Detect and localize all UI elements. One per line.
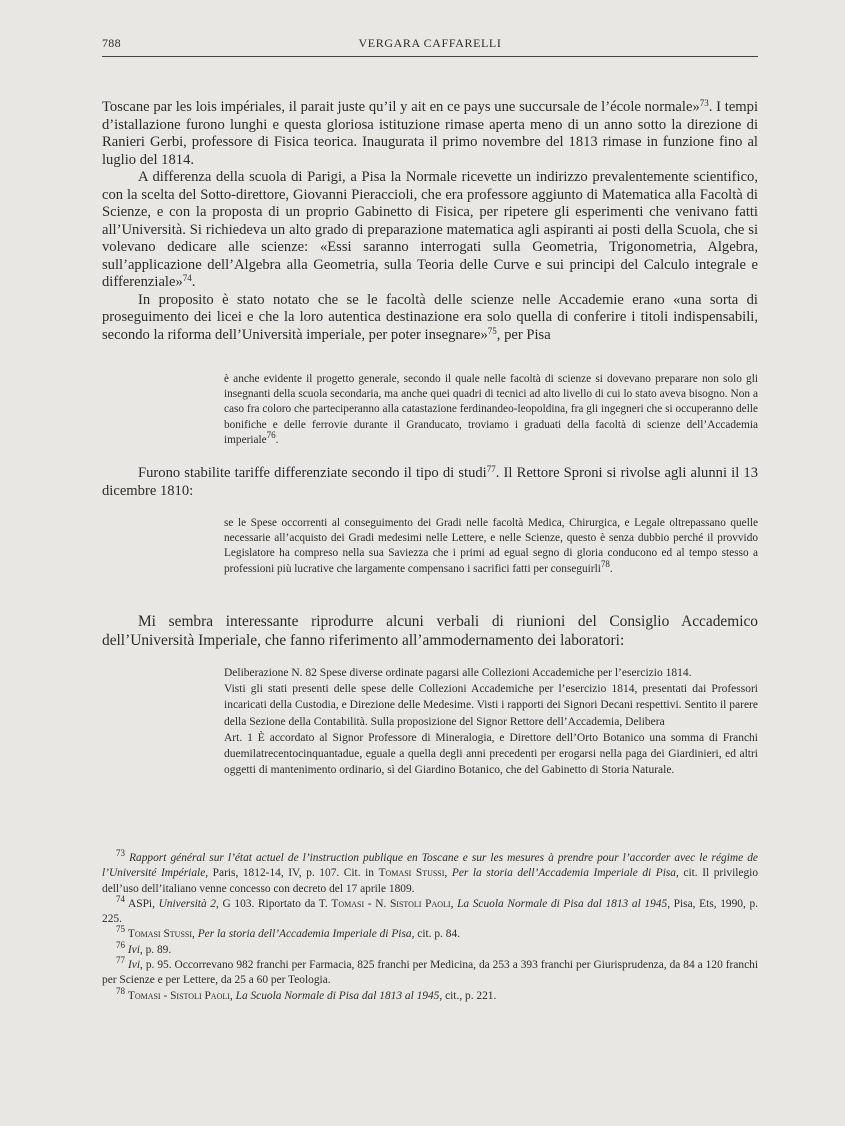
paragraph-3 <box>102 292 758 345</box>
footnote-author: Sistoli Paoli <box>389 897 451 910</box>
block-quote-1 <box>224 372 758 448</box>
footnote-text: , cit., p. 221. <box>439 989 497 1002</box>
footnote-text: - N. <box>364 897 390 910</box>
footnote-ref: 74 <box>182 273 192 283</box>
footnote-text: , G 103. Riportato da T. <box>216 897 332 910</box>
page-number: 788 <box>102 36 121 50</box>
footnote-title: Rapport général sur l’état actuel de l’instruction publique en Toscane e sur les mesures à prendre pour l’accorder avec le régime de l’Université Impériale <box>102 852 758 880</box>
footnote-title: Ivi <box>127 959 140 972</box>
header-rule <box>102 56 758 57</box>
footnote-text: , <box>450 897 458 910</box>
footnote-title: Ivi <box>127 943 140 956</box>
quote-text <box>224 516 758 577</box>
quote-body: è anche evidente il progetto generale, secondo il quale nelle facoltà di scienze si dovevano preparare non solo gli insegnanti della scuola secondaria, ma anche quei quadri di tecnici ad alto livello di cui lo stato aveva bisogno. Non a caso fra coloro che parteciperanno alla catastazione ferdinandeo-leopoldina, fra gli ingegneri che si occuperanno delle bonifiche e delle ferrovie durante il Granducato, troviamo i graduati della facoltà di scienze dell’Accademia imperiale <box>224 373 758 446</box>
footnote-number: 76 <box>116 939 125 950</box>
footnote-author: Tomasi - Sistoli Paoli <box>127 989 230 1002</box>
deliberation-text: Visti gli stati presenti delle spese delle Collezioni Accademiche per l’esercizio 1814, presentati dai Professori incaricati della Custodia, e Direzione delle Medesime. Visti i rapporti dei Signori Decani respettivi. Sentito il parere della Sezione della Contabilità. Sulla proposizione del Signor Rettore dell’Accademia, Delibera <box>224 683 758 728</box>
footnote-number: 78 <box>116 985 125 996</box>
footnote-title: Università 2 <box>158 897 217 910</box>
footnote-number: 75 <box>116 924 125 935</box>
footnote-text: , p. 89. <box>139 943 172 956</box>
footnote-text: , <box>229 989 236 1002</box>
footnote-ref: 75 <box>487 325 497 336</box>
paragraph-text: , per Pisa <box>496 326 551 343</box>
page-header <box>102 36 758 56</box>
footnote-76 <box>102 939 758 958</box>
paragraph-text: Toscane par les lois impériales, il parait juste qu’il y ait en ce pays une succursale de l’école normale» <box>102 99 700 115</box>
footnote-text: , Paris, 1812-14, IV, p. 107. Cit. in <box>205 867 379 880</box>
footnote-75 <box>102 924 758 942</box>
deliberation-title: Deliberazione N. 82 Spese diverse ordinate pagarsi alle Collezioni Accademiche per l’esercizio 1814. <box>224 667 692 679</box>
footnote-73 <box>102 848 759 897</box>
paragraph-4 <box>102 465 758 500</box>
footnote-ref: 77 <box>486 464 496 474</box>
footnote-ref: 78 <box>600 558 610 569</box>
footnote-title: La Scuola Normale di Pisa dal 1813 al 1945 <box>457 897 668 910</box>
paragraph-text: . <box>191 274 196 290</box>
paragraph-text: A differenza della scuola di Parigi, a Pisa la Normale ricevette un indirizzo prevalentemente scientifico, con la scelta del Sotto-direttore, Giovanni Pieraccioli, che era professore aggiunto di Matematica alla Facoltà di Scienze, e con la proposta di un proprio Gabinetto di Fisica, per ripetere gli esperimenti che venivano fatti all’Università. Si richiedeva un alto grado di preparazione matematica agli aspiranti ai posti della Scuola, che si volevano dedicare alle scienze: «Essi saranno interrogati sulla Geometria, Trigonometria, Algebra, sull’applicazione dell’Algebra alla Geometria, sulla Teoria delle Curve e sui principi del Calculo integrale e differenziale» <box>102 169 758 290</box>
footnote-text: , Pisa, Ets, 1990, p. 225. <box>102 897 759 926</box>
quote-body: . <box>275 433 279 446</box>
quote-body: se le Spese occorrenti al conseguimento dei Gradi nelle facoltà Medica, Chirurgica, e Legale oltrepassano quelle necessarie all’acquisto dei Gradi medesimi nelle Lettere, e nelle Scienze, questo è senza dubbio perché il provvido Legislatore ha compreso nella sua Saviezza che i primi ad egual segno di gloria conducono ed al tempo stesso a professioni più lucrative che largamente compensano i sacrifici fatti per conseguirli <box>224 517 758 575</box>
footnote-text: ASPi, <box>128 897 159 910</box>
footnote-text: , cit. Il privilegio dell’uso dell’italiano venne concesso con decreto del 17 aprile 1809. <box>102 867 759 895</box>
footnote-author: Tomasi Stussi <box>378 867 445 880</box>
footnote-title: La Scuola Normale di Pisa dal 1813 al 1945 <box>235 989 440 1002</box>
footnote-title: Per la storia dell’Accademia Imperiale di Pisa <box>197 928 412 941</box>
footnote-text: , p. 95. Occorrevano 982 franchi per Farmacia, 825 franchi per Medicina, da 253 a 393 franchi per Giurisprudenza, da 84 a 120 franchi per Scienze e per Lettere, da 25 a 60 per Teologia. <box>102 959 758 987</box>
footnote-ref: 76 <box>266 429 276 440</box>
footnote-77 <box>102 955 758 989</box>
paragraph-2 <box>102 169 758 292</box>
main-text-block-1 <box>102 99 758 344</box>
deliberation-article: Art. 1 È accordato al Signor Professore di Mineralogia, e Direttore dell’Orto Botanico una somma di Franchi duemilatrecentocinquantadue, eguale a quella degli anni precedenti per erogarsi nella paga dei Giardinieri, ed altri oggetti di mantenimento ordinario, sì del Giardino Botanico, che del Gabinetto di Storia Naturale. <box>224 731 758 777</box>
block-quote-2 <box>224 516 758 577</box>
main-text-block-3 <box>102 612 758 650</box>
footnote-author: Tomasi <box>331 897 365 910</box>
paragraph-text: In proposito è stato notato che se le facoltà delle scienze nelle Accademie erano «una sorta di proseguimento dei licei e che la loro autentica destinazione era solo quella di conferire i titoli indispensabili, secondo la riforma dell’Università imperiale, per poter insegnare» <box>102 291 758 343</box>
footnote-text: , <box>444 867 452 880</box>
footnote-text: , cit. p. 84. <box>411 928 460 941</box>
main-text-block-2 <box>102 465 758 500</box>
footnote-number: 77 <box>116 955 125 966</box>
footnotes <box>102 848 759 1004</box>
footnote-74 <box>102 893 759 928</box>
paragraph-text: Furono stabilite tariffe differenziate secondo il tipo di studi <box>138 465 487 481</box>
quote-body: . <box>609 562 613 575</box>
paragraph-text: . I tempi d’istallazione furono lunghi e questa gloriosa istituzione rimase aperta meno di un anno sotto la direzione di Ranieri Gerbi, professore di Fisica teorica. Inaugurata il primo novembre del 1813 rimase in funzione fino al luglio del 1814. <box>102 99 758 168</box>
block-quote-3 <box>224 665 758 778</box>
paragraph-5: Mi sembra interessante riprodurre alcuni verbali di riunioni del Consiglio Accademico dell’Università Imperiale, che fanno riferimento all’ammodernamento dei laboratori: <box>102 613 758 649</box>
footnote-number: 74 <box>116 893 125 904</box>
paragraph-text: . Il Rettore Sproni si rivolse agli alunni il 13 dicembre 1810: <box>102 465 758 499</box>
footnote-author: Tomasi Stussi <box>127 928 193 941</box>
footnote-number: 73 <box>116 848 125 858</box>
footnote-title: Per la storia dell’Accademia Imperiale di Pisa <box>451 867 676 880</box>
footnote-text: , <box>192 928 198 941</box>
paragraph-1 <box>102 99 758 169</box>
running-title: VERGARA CAFFARELLI <box>358 36 502 50</box>
footnote-ref: 73 <box>699 98 709 108</box>
footnote-78 <box>102 985 758 1004</box>
quote-text <box>224 372 758 448</box>
